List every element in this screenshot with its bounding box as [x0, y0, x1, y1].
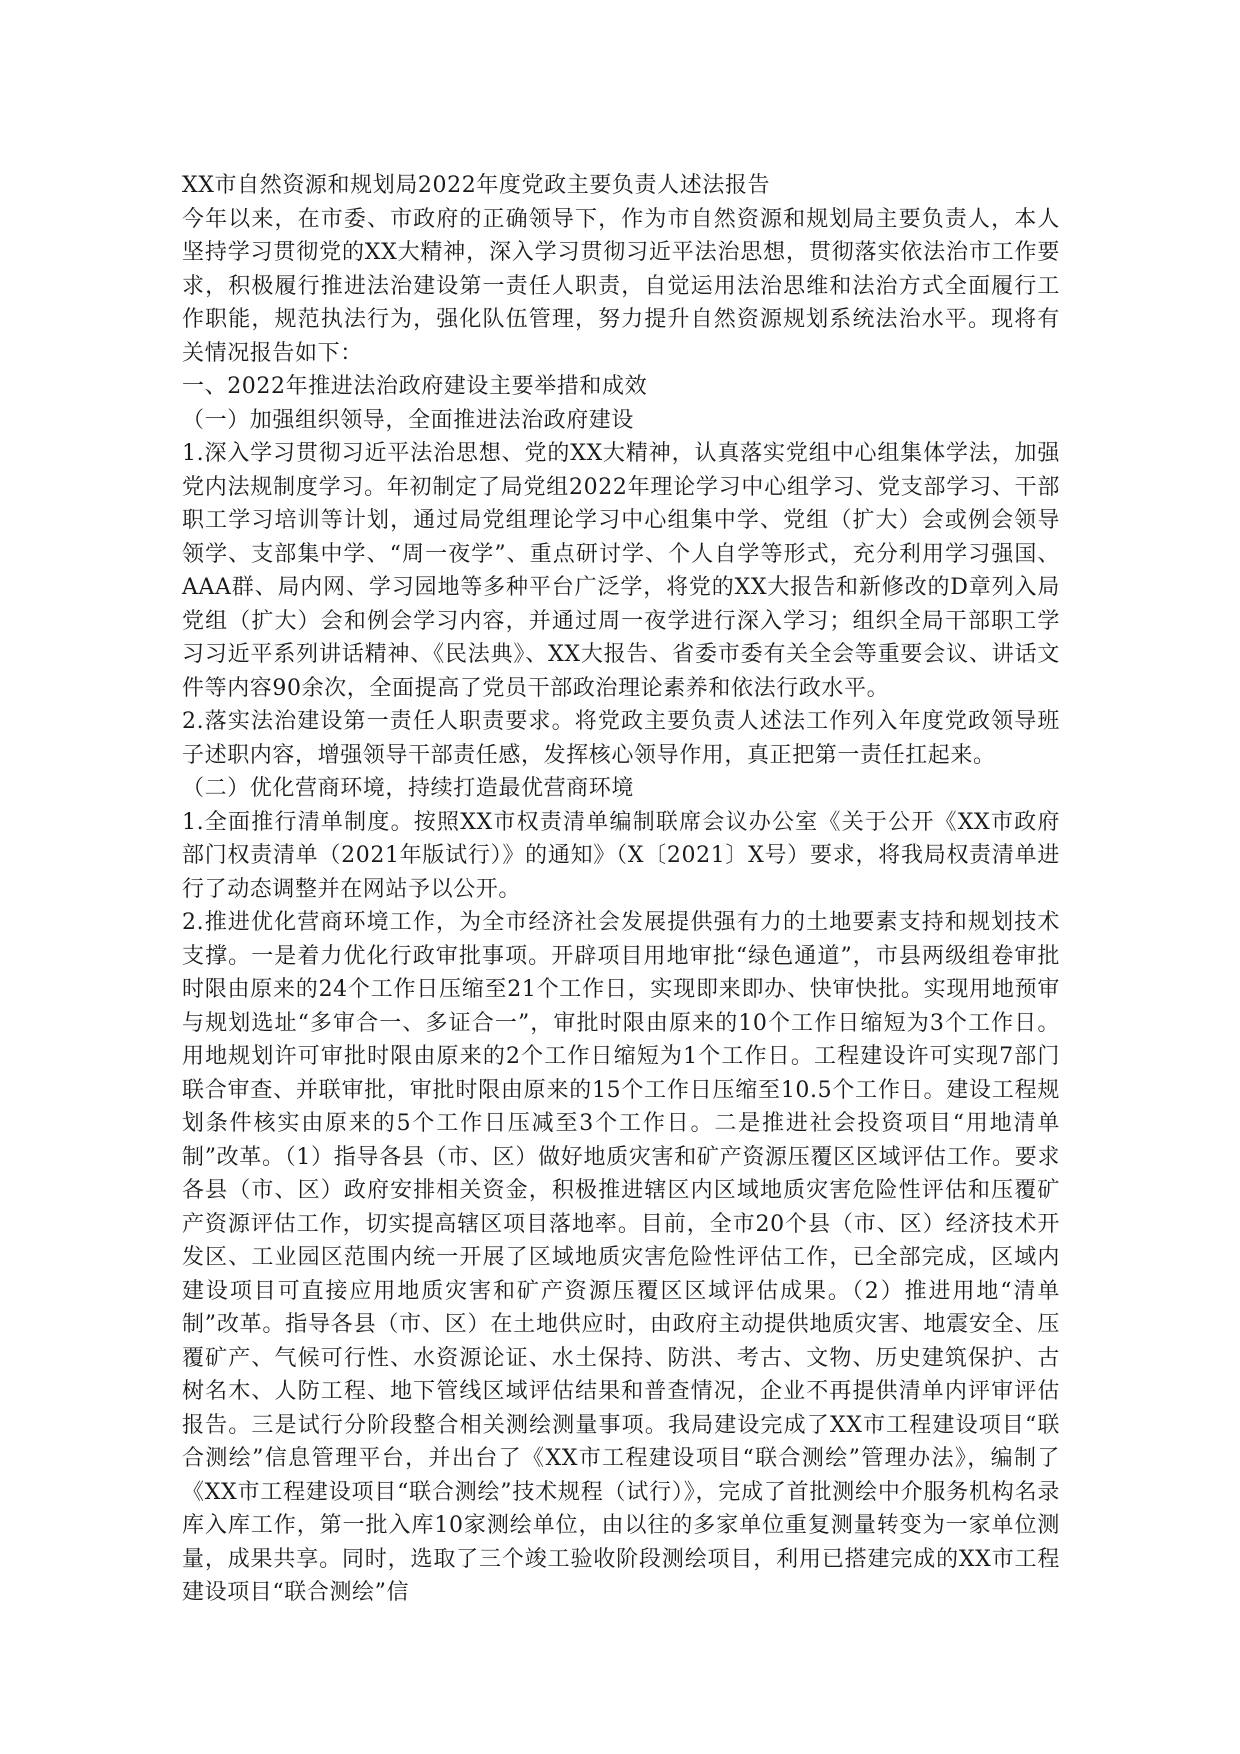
body-paragraph: 1.全面推行清单制度。按照XX市权责清单编制联席会议办公室《关于公开《XX市政府部门权责清单（2021年版试行）》的通知》（X〔2021〕X号）要求，将我局权责清单进行了动态调整并在网站予以公开。	[182, 809, 1060, 902]
section-heading-1: 一、2022年推进法治政府建设主要举措和成效	[182, 374, 648, 399]
subsection-heading-1: （一）加强组织领导，全面推进法治政府建设	[182, 407, 635, 433]
body-paragraph: 1.深入学习贯彻习近平法治思想、党的XX大精神，认真落实党组中心组集体学法，加强党内法规制度学习。年初制定了局党组2022年理论学习中心组学习、党支部学习、干部职工学习培训等计划，通过局党组理论学习中心组集中学、党组（扩大）会或例会领导领学、支部集中学、“周一夜学”、重点研讨学、个人自学等形式，充分利用学习强国、AAA群、局内网、学习园地等多种平台广泛学，将党的XX大报告和新修改的D章列入局党组（扩大）会和例会学习内容，并通过周一夜学进行深入学习；组织全局干部职工学习习近平系列讲话精神、《民法典》、XX大报告、省委市委有关全会等重要会议、讲话文件等内容90余次，全面提高了党员干部政治理论素养和依法行政水平。	[182, 441, 1060, 701]
document-title: XX市自然资源和规划局2022年度党政主要负责人述法报告	[182, 173, 771, 198]
document-page	[182, 169, 1060, 1610]
body-paragraph: 2.落实法治建设第一责任人职责要求。将党政主要负责人述法工作列入年度党政领导班子述职内容，增强领导干部责任感，发挥核心领导作用，真正把第一责任扛起来。	[182, 709, 1060, 768]
subsection-heading-2: （二）优化营商环境，持续打造最优营商环境	[182, 776, 635, 801]
body-paragraph: 2.推进优化营商环境工作，为全市经济社会发展提供强有力的土地要素支持和规划技术支撑。一是着力优化行政审批事项。开辟项目用地审批“绿色通道”，市县两级组卷审批时限由原来的24个工作日压缩至21个工作日，实现即来即办、快审快批。实现用地预审与规划选址“多审合一、多证合一”，审批时限由原来的10个工作日缩短为3个工作日。用地规划许可审批时限由原来的2个工作日缩短为1个工作日。工程建设许可实现7部门联合审查、并联审批，审批时限由原来的15个工作日压缩至10.5个工作日。建设工程规划条件核实由原来的5个工作日压减至3个工作日。二是推进社会投资项目“用地清单制”改革。（1）指导各县（市、区）做好地质灾害和矿产资源压覆区区域评估工作。要求各县（市、区）政府安排相关资金，积极推进辖区内区域地质灾害危险性评估和压覆矿产资源评估工作，切实提高辖区项目落地率。目前，全市20个县（市、区）经济技术开发区、工业园区范围内统一开展了区域地质灾害危险性评估工作，已全部完成，区域内建设项目可直接应用地质灾害和矿产资源压覆区区域评估成果。（2）推进用地“清单制”改革。指导各县（市、区）在土地供应时，由政府主动提供地质灾害、地震安全、压覆矿产、气候可行性、水资源论证、水土保持、防洪、考古、文物、历史建筑保护、古树名木、人防工程、地下管线区域评估结果和普查情况，企业不再提供清单内评审评估报告。三是试行分阶段整合相关测绘测量事项。我局建设完成了XX市工程建设项目“联合测绘”信息管理平台，并出台了《XX市工程建设项目“联合测绘”管理办法》，编制了《XX市工程建设项目“联合测绘”技术规程（试行）》，完成了首批测绘中介服务机构名录库入库工作，第一批入库10家测绘单位，由以往的多家单位重复测量转变为一家单位测量，成果共享。同时，选取了三个竣工验收阶段测绘项目，利用已搭建完成的XX市工程建设项目“联合测绘”信	[182, 910, 1060, 1605]
intro-paragraph: 今年以来，在市委、市政府的正确领导下，作为市自然资源和规划局主要负责人，本人坚持学习贯彻党的XX大精神，深入学习贯彻习近平法治思想，贯彻落实依法治市工作要求，积极履行推进法治建设第一责任人职责，自觉运用法治思维和法治方式全面履行工作职能，规范执法行为，强化队伍管理，努力提升自然资源规划系统法治水平。现将有关情况报告如下：	[182, 206, 1060, 366]
